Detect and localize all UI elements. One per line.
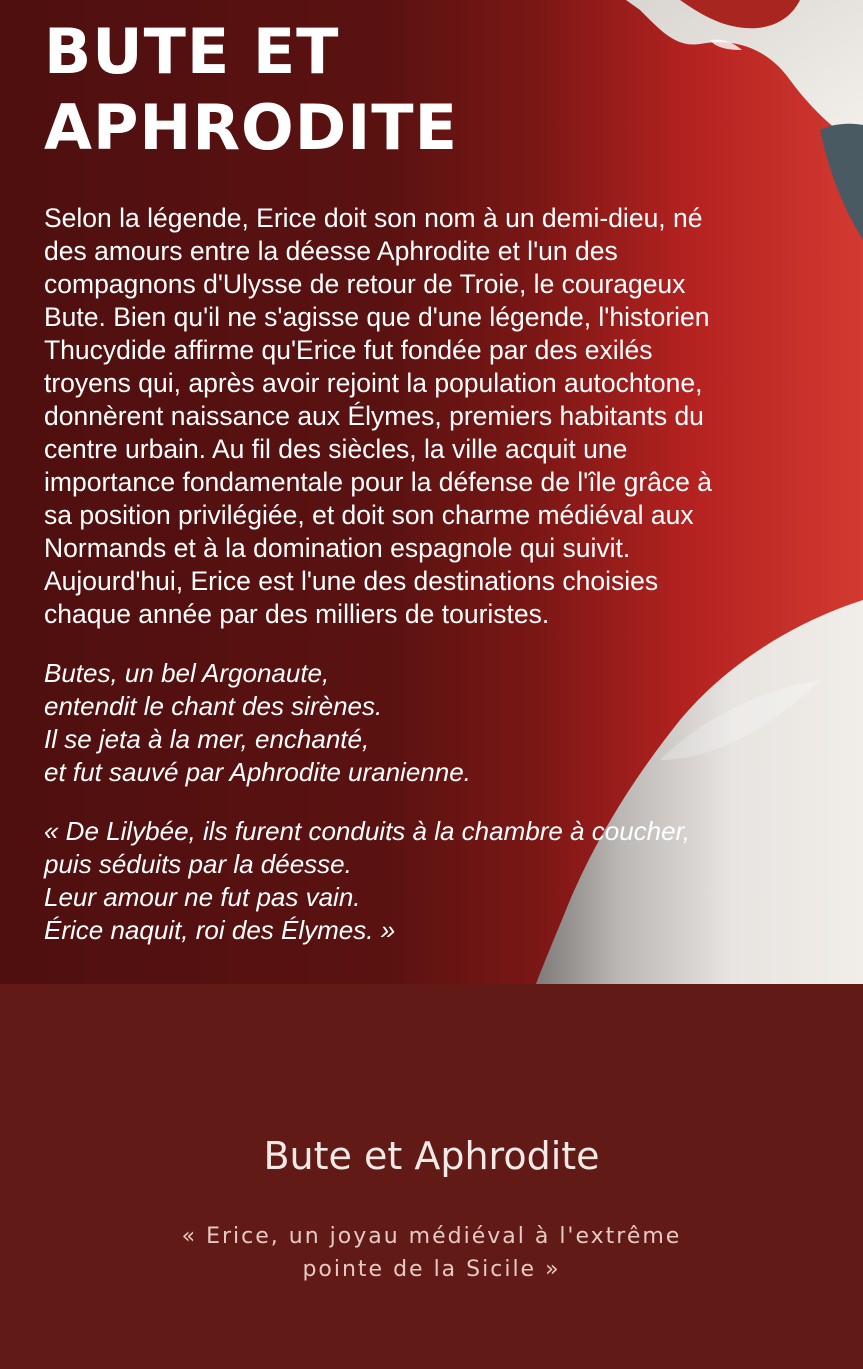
verse-line: entendit le chant des sirènes. — [44, 691, 383, 721]
verse-line: et fut sauvé par Aphrodite uranienne. — [44, 757, 471, 787]
verse-line: Butes, un bel Argonaute, — [44, 658, 330, 688]
verse-first — [44, 657, 734, 789]
verse-line: Érice naquit, roi des Élymes. » — [44, 915, 396, 945]
footer-subtitle: « Erice, un joyau médiéval à l'extrême pointe de la Sicile » — [181, 1224, 682, 1282]
verse-line: puis séduits par la déesse. — [44, 849, 352, 879]
verse-line: Leur amour ne fut pas vain. — [44, 882, 361, 912]
footer-title: Bute et Aphrodite — [263, 1134, 600, 1178]
verse-line: « De Lilybée, ils furent conduits à la chambre à coucher, — [44, 816, 691, 846]
intro-paragraph: Selon la légende, Erice doit son nom à un demi-dieu, né des amours entre la déesse Aphrodite et l'un des compagnons d'Ulysse de retour de Troie, le courageux Bute. Bien qu'il ne s'agisse que d'une légende, l'historien Thucydide affirme qu'Erice fut fondée par des exilés troyens qui, après avoir rejoint la population autochtone, donnèrent naissance aux Élymes, premiers habitants du centre urbain. Au fil des siècles, la ville acquit une importance fondamentale pour la défense de l'île grâce à sa position privilégiée, et doit son charme médiéval aux Normands et à la domination espagnole qui suivit. Aujourd'hui, Erice est l'une des destinations choisies chaque année par des milliers de touristes. — [44, 203, 712, 629]
footer-section — [0, 984, 863, 1369]
page-title — [44, 14, 734, 166]
page-title-line-1: BUTE ET — [44, 15, 340, 88]
verse-line: Il se jeta à la mer, enchanté, — [44, 724, 370, 754]
verse-second — [44, 815, 734, 947]
page-title-line-2: APHRODITE — [44, 91, 458, 164]
hero-content — [44, 14, 734, 947]
